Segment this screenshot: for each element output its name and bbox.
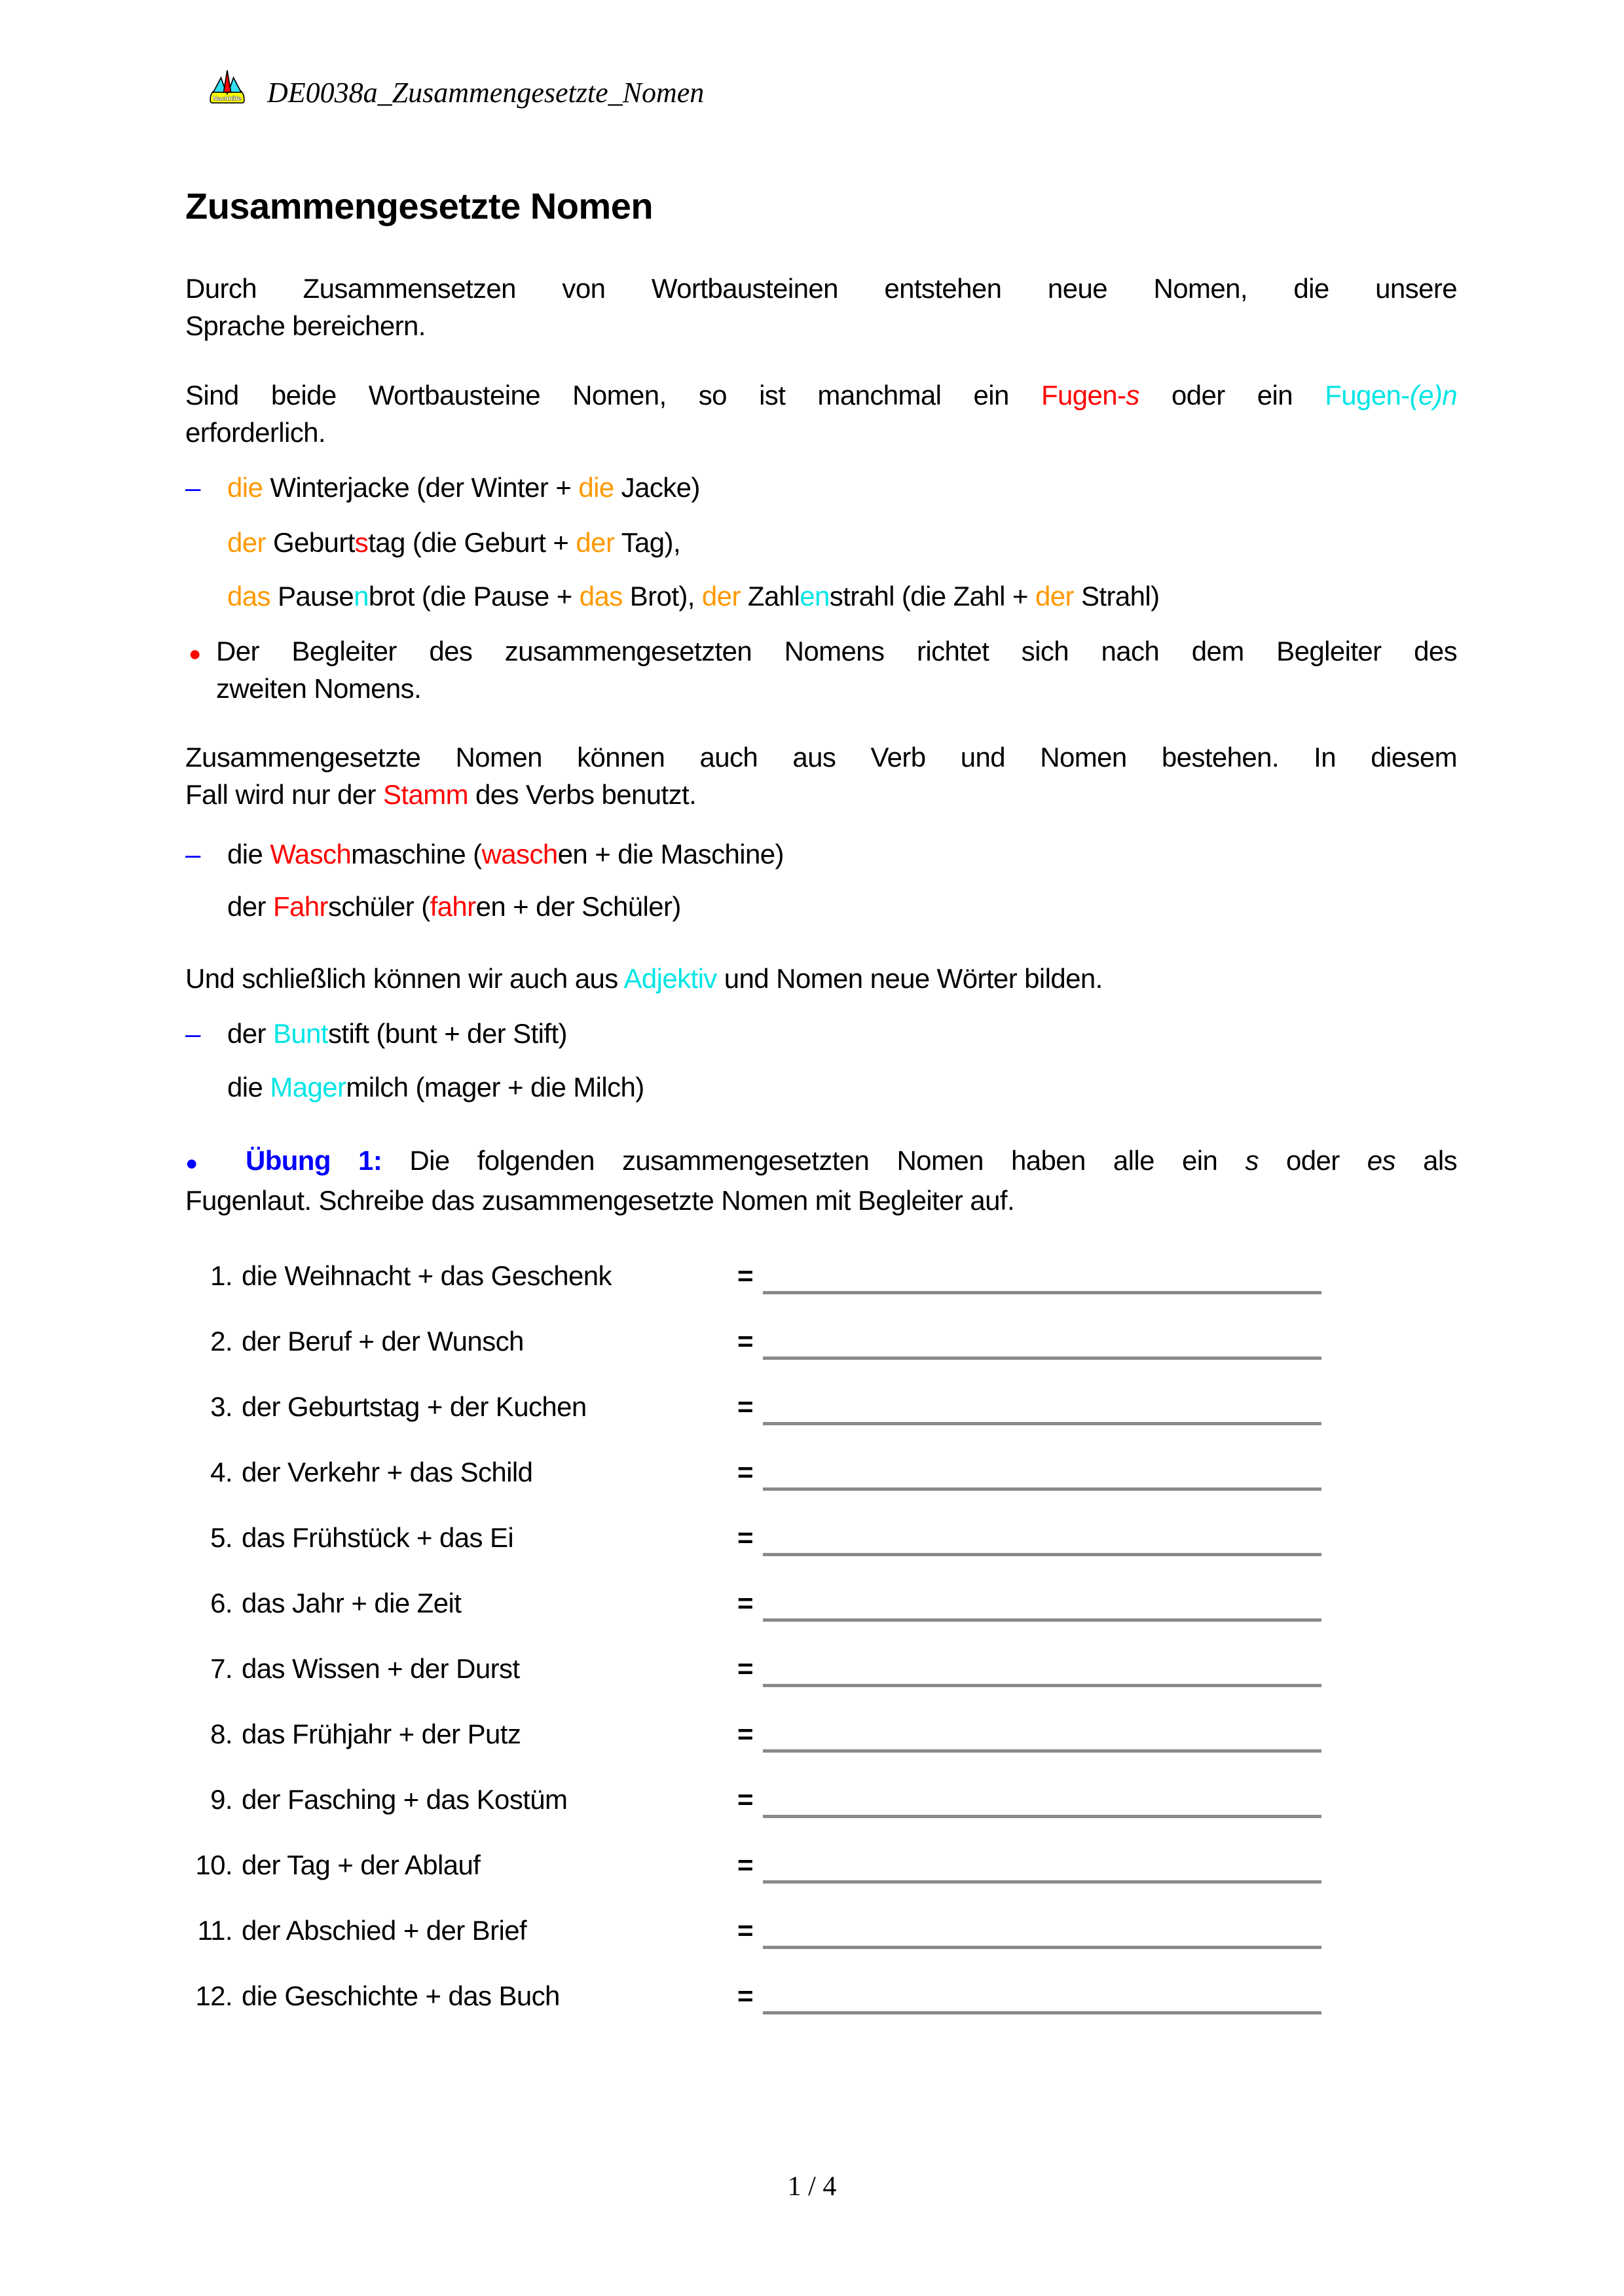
item-text: das Frühstück + das Ei [242,1522,514,1553]
equals-sign: = [737,1391,753,1422]
verb-stem-highlight: Fahr [272,891,328,922]
exercise-row [185,1715,1457,1781]
header-doc-title: DE0038a_Zusammengesetzte_Nomen [267,77,705,109]
paragraph-line: Zusammengesetzte Nomen können auch aus Verb und Nomen bestehen. In diesem [185,742,1457,773]
equals-sign: = [737,1457,753,1487]
text-segment: en + der Schüler) [475,891,681,922]
text-segment: Sind beide Wortbausteine Nomen, so ist manchmal ein [185,380,1041,410]
answer-line [763,1749,1321,1753]
answer-line [763,1357,1321,1360]
intro-paragraph [185,270,1457,344]
exercise-row [185,1519,1457,1584]
text-segment: und Nomen neue Wörter bilden. [716,963,1103,994]
equals-sign: = [737,1653,753,1684]
fugen-letter-highlight: en [800,581,830,611]
item-text: der Tag + der Ablauf [242,1850,481,1880]
text-segment: die [227,1072,270,1102]
red-bullet-icon: ● [189,642,201,665]
text-segment: Die folgenden zusammengesetzten Nomen haben alle ein [382,1145,1246,1176]
text-segment: milch (mager + die Milch) [346,1072,644,1102]
dash-bullet: – [185,472,200,503]
text-segment: die [227,839,270,869]
exercise-row [185,1388,1457,1453]
exercise-row [185,1846,1457,1912]
example-item-waschmaschine [185,835,1457,873]
exercise-list [185,1257,1457,2043]
paragraph-line: Sprache bereichern. [185,310,426,341]
page-number: 1 / 4 [787,2172,837,2202]
verb-stem-highlight: wasch [481,839,558,869]
fugenlaut-s: s [1245,1145,1259,1176]
text-segment: Winterjacke (der Winter + [263,472,579,503]
text-segment: der [227,891,273,922]
logo-mountains-icon [208,68,246,105]
equals-sign: = [737,1784,753,1815]
item-number: 6. [210,1588,232,1618]
item-text: der Verkehr + das Schild [242,1457,533,1487]
example-item-winterjacke [185,469,1457,506]
text-segment: der [227,1018,273,1049]
item-text: die Weihnacht + das Geschenk [242,1260,612,1291]
text-segment: brot (die Pause + [368,581,580,611]
nachhilfe-logo [208,68,246,105]
uebung-1-instruction [185,1142,1457,1219]
fugen-letter-highlight: s [354,527,369,558]
text-segment: des Verbs benutzt. [468,779,697,810]
logo-label: Nachhilfe [213,95,242,103]
answer-line [763,1946,1321,1949]
equals-sign: = [737,1915,753,1946]
text-segment: als [1395,1145,1457,1176]
article-highlight: die [227,472,263,503]
item-number: 8. [210,1719,232,1749]
exercise-row [185,1584,1457,1650]
article-highlight: der [576,527,615,558]
paragraph-line: Der Begleiter des zusammengesetzten Nomens richtet sich nach dem Begleiter des [216,636,1457,666]
text-segment: Strahl) [1073,581,1160,611]
equals-sign: = [737,1260,753,1291]
equals-sign: = [737,1850,753,1880]
blue-bullet-icon: ● [185,1151,218,1175]
paragraph-line [185,776,1457,813]
exercise-row [185,1650,1457,1715]
equals-sign: = [737,1980,753,2011]
item-number: 3. [210,1391,232,1422]
text-segment: Zahl [740,581,800,611]
paragraph-line: Fugenlaut. Schreibe das zusammengesetzte Nomen mit Begleiter auf. [185,1185,1015,1216]
text-segment: maschine ( [351,839,482,869]
item-text: das Frühjahr + der Putz [242,1719,521,1749]
item-number: 5. [210,1522,232,1553]
fugen-en-term: Fugen- [1325,380,1410,410]
answer-line [763,1618,1321,1622]
answer-line [763,2011,1321,2014]
exercise-row [185,1453,1457,1519]
verb-stem-highlight: Wasch [270,839,352,869]
answer-line [763,1684,1321,1687]
text-segment: tag (die Geburt + [368,527,576,558]
uebung-label: Übung 1: [245,1145,382,1176]
item-text: der Geburtstag + der Kuchen [242,1391,587,1422]
fugen-s-term: Fugen- [1041,380,1126,410]
stamm-highlight: Stamm [382,779,468,810]
text-segment: Brot), [622,581,702,611]
adjective-highlight: Mager [270,1072,346,1102]
item-number: 9. [210,1784,232,1815]
text-segment: Fall wird nur der [185,779,383,810]
item-number: 10. [195,1850,232,1880]
text-segment: stift (bunt + der Stift) [327,1018,567,1049]
adjektiv-paragraph [185,960,1457,997]
text-segment: Tag), [614,527,681,558]
example-item-geburtstag [227,524,680,561]
exercise-row [185,1977,1457,2043]
article-highlight: das [227,581,270,611]
fugen-s-suffix: s [1126,380,1139,410]
answer-line [763,1291,1321,1294]
example-item-magermilch [227,1068,644,1106]
example-item-pausenbrot [227,577,1159,615]
equals-sign: = [737,1588,753,1618]
example-item-buntstift [185,1015,1457,1052]
answer-line [763,1553,1321,1556]
paragraph-line: Durch Zusammensetzen von Wortbausteinen entstehen neue Nomen, die unsere [185,273,1457,304]
fugen-paragraph [185,376,1457,451]
text-segment: en + die Maschine) [557,839,784,869]
begleiter-note [185,632,1457,707]
article-highlight: der [227,527,266,558]
text-segment: oder [1258,1145,1367,1176]
item-text: der Abschied + der Brief [242,1915,527,1946]
article-highlight: die [578,472,614,503]
exercise-row [185,1322,1457,1388]
item-number: 11. [197,1915,232,1946]
equals-sign: = [737,1719,753,1749]
article-highlight: das [579,581,623,611]
text-segment: schüler ( [327,891,430,922]
verb-stem-highlight: fahr [430,891,476,922]
example-item-fahrschueler [227,888,681,925]
equals-sign: = [737,1326,753,1357]
answer-line [763,1422,1321,1425]
item-text: der Fasching + das Kostüm [242,1784,568,1815]
item-text: die Geschichte + das Buch [242,1980,560,2011]
adjektiv-highlight: Adjektiv [623,963,717,994]
text-segment: Pause [270,581,354,611]
answer-line [763,1487,1321,1491]
text-segment: strahl (die Zahl + [829,581,1035,611]
text-segment: Jacke) [614,472,700,503]
text-segment: Und schließlich können wir auch aus [185,963,624,994]
item-number: 7. [210,1653,232,1684]
answer-line [763,1880,1321,1884]
text-segment: oder ein [1139,380,1325,410]
exercise-row [185,1257,1457,1322]
dash-bullet: – [185,839,200,869]
verb-paragraph [185,738,1457,813]
item-text: der Beruf + der Wunsch [242,1326,524,1357]
paragraph-line: erforderlich. [185,417,325,448]
fugenlaut-es: es [1367,1145,1395,1176]
article-highlight: der [1035,581,1074,611]
dash-bullet: – [185,1018,200,1049]
text-segment: Geburt [265,527,355,558]
fugen-en-suffix: (e)n [1409,380,1457,410]
page-title: Zusammengesetzte Nomen [185,185,654,227]
answer-line [763,1815,1321,1818]
exercise-row [185,1912,1457,1977]
adjective-highlight: Bunt [272,1018,328,1049]
paragraph-line [185,376,1457,414]
item-number: 12. [195,1980,232,2011]
paragraph-line [185,1142,1457,1182]
article-highlight: der [701,581,741,611]
item-number: 2. [210,1326,232,1357]
paragraph-line: zweiten Nomens. [216,673,422,704]
item-number: 1. [210,1260,232,1291]
item-text: das Wissen + der Durst [242,1653,520,1684]
exercise-row [185,1781,1457,1846]
equals-sign: = [737,1522,753,1553]
fugen-letter-highlight: n [354,581,369,611]
item-text: das Jahr + die Zeit [242,1588,462,1618]
item-number: 4. [210,1457,232,1487]
